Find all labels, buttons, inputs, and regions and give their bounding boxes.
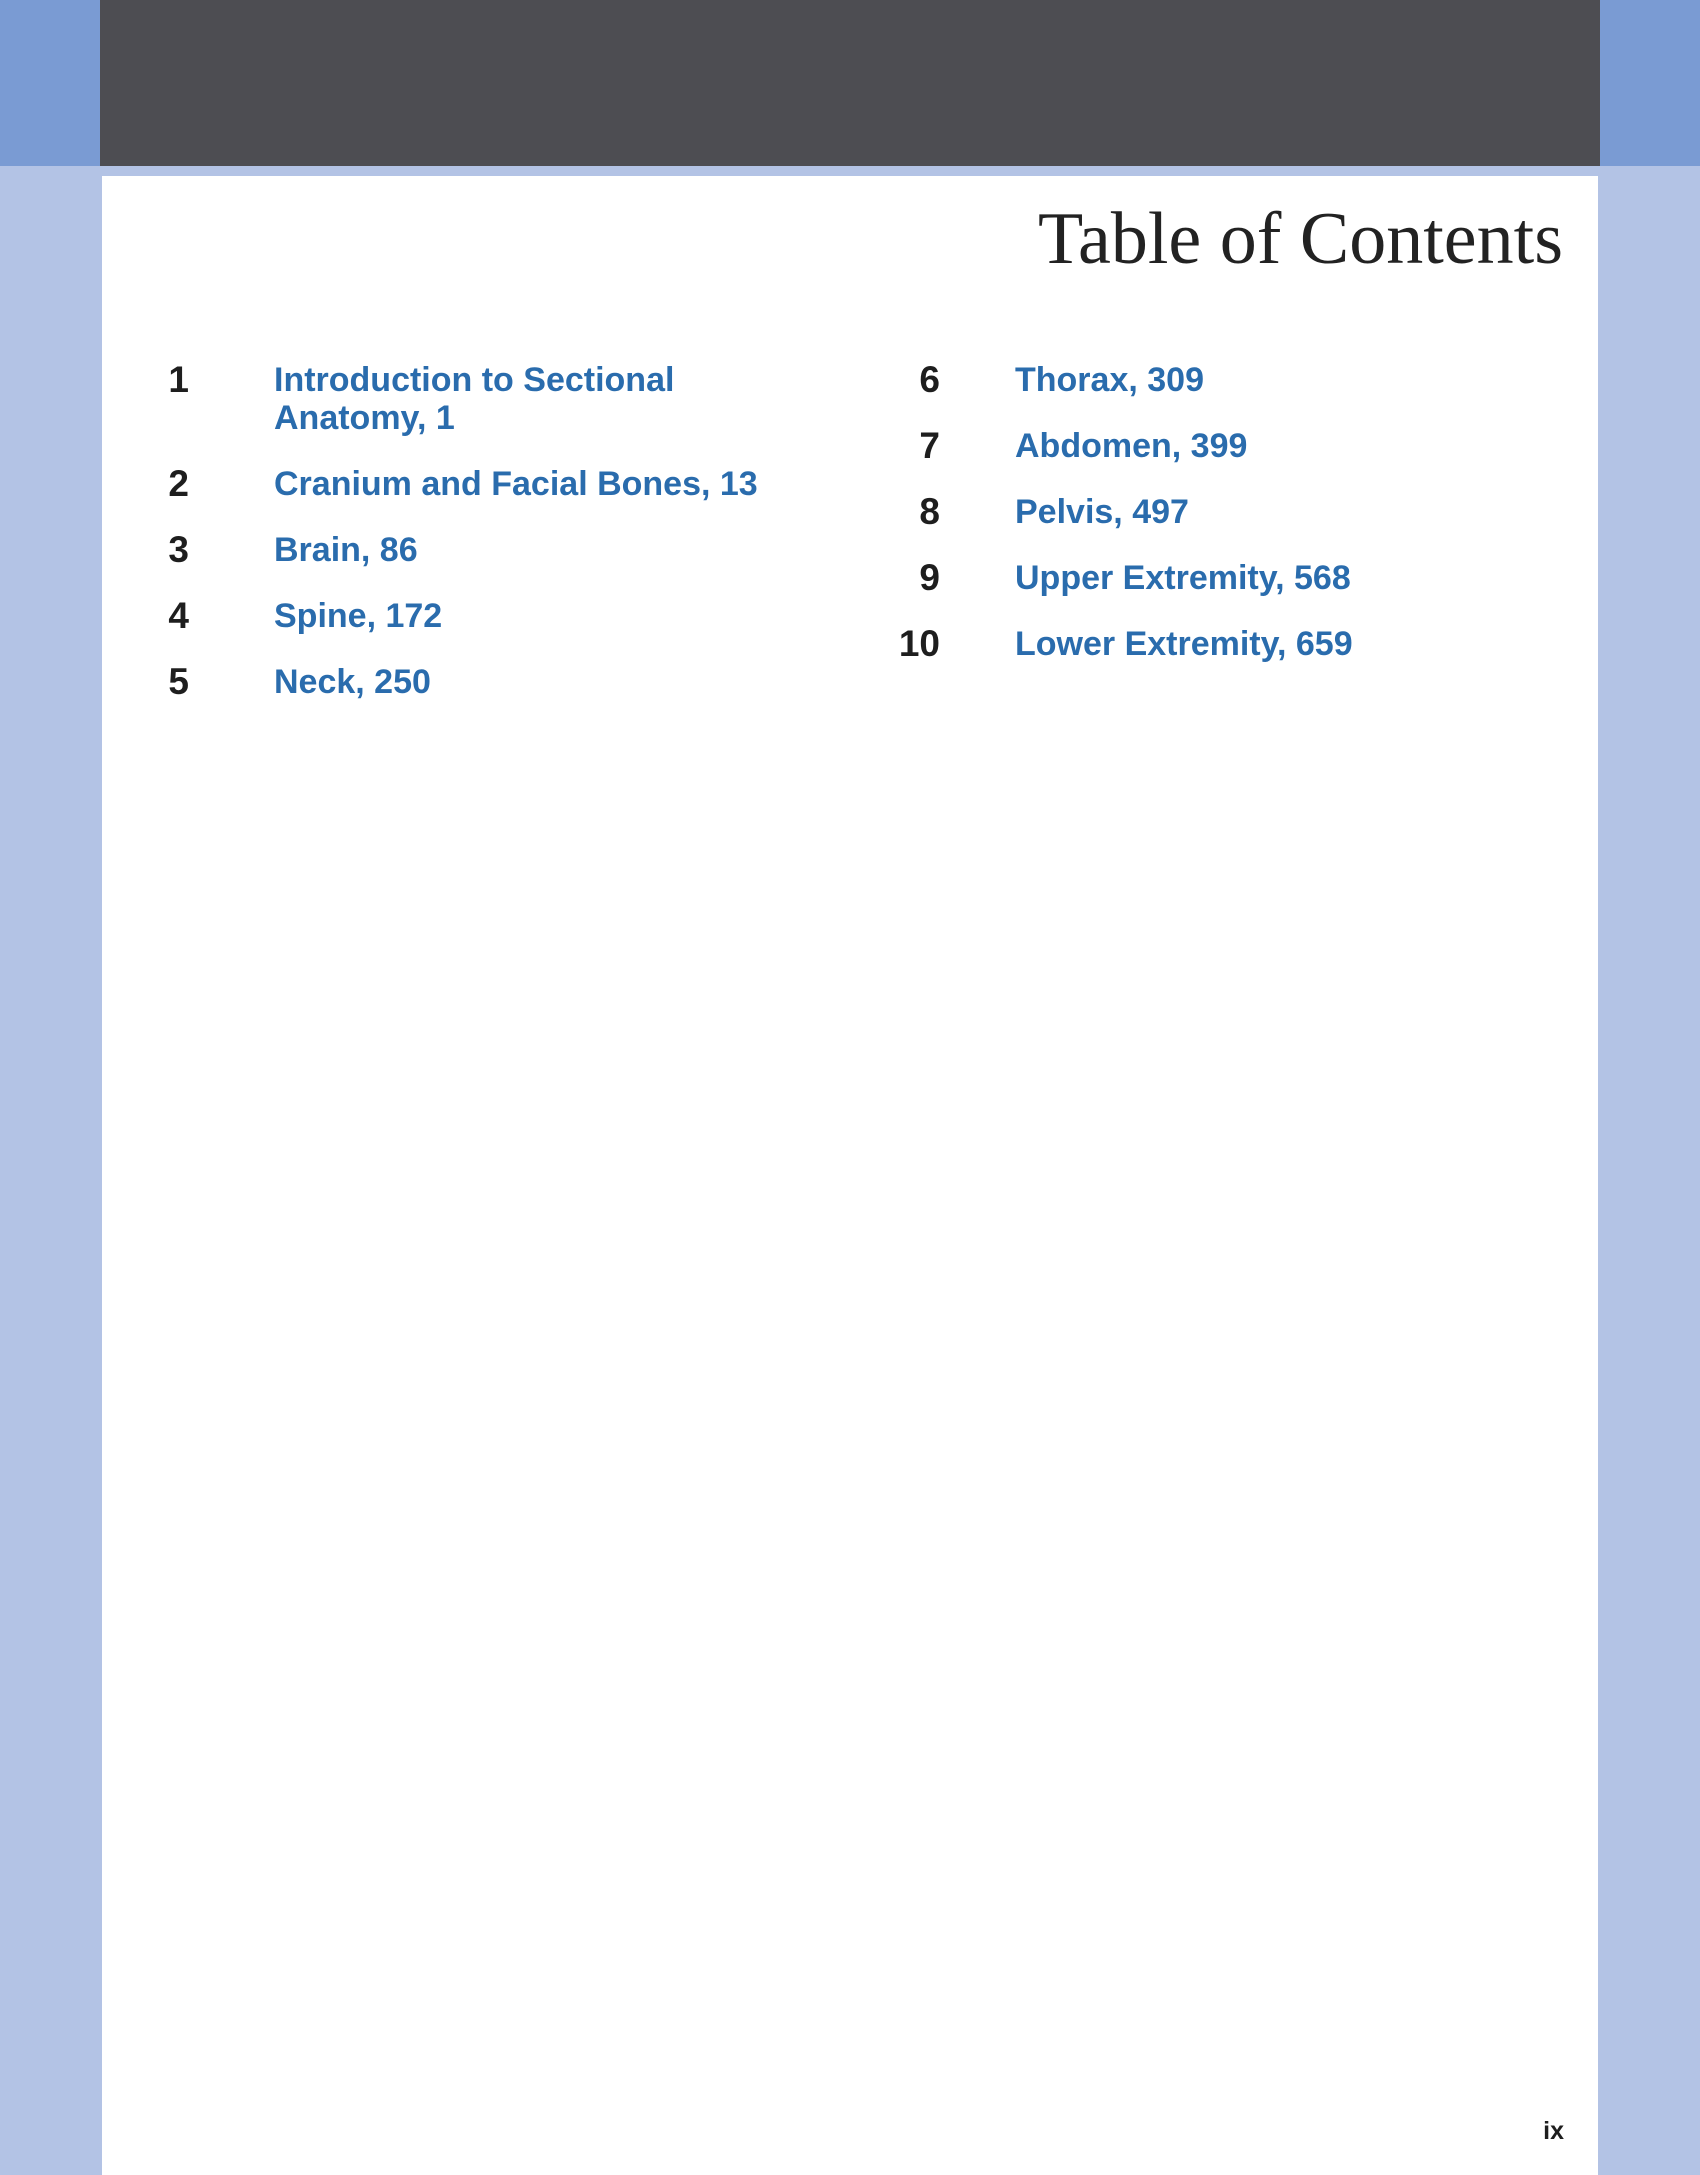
chapter-number: 5 <box>168 661 189 702</box>
chapter-link-thorax[interactable]: Thorax, 309 <box>1015 361 1204 399</box>
page-title: Table of Contents <box>1037 198 1563 280</box>
toc-item <box>892 427 1592 465</box>
chapter-link-cranium[interactable]: Cranium and Facial Bones, 13 <box>274 465 758 503</box>
chapter-link-introduction[interactable]: Introduction to Sectional Anatomy, 1 <box>274 361 675 437</box>
chapter-link-lower-extremity[interactable]: Lower Extremity, 659 <box>1015 625 1353 663</box>
chapter-number: 8 <box>919 491 940 532</box>
chapter-number: 7 <box>919 425 940 466</box>
chapter-number: 3 <box>168 529 189 570</box>
toc-item <box>142 597 842 635</box>
chapter-number: 1 <box>168 359 189 400</box>
toc-item <box>892 493 1592 531</box>
chapter-number: 10 <box>898 623 940 664</box>
chapter-link-pelvis[interactable]: Pelvis, 497 <box>1015 493 1189 531</box>
toc-column-left <box>142 361 842 729</box>
chapter-number: 2 <box>168 463 189 504</box>
toc-item <box>892 625 1592 663</box>
toc-column-right <box>892 361 1592 691</box>
chapter-link-upper-extremity[interactable]: Upper Extremity, 568 <box>1015 559 1351 597</box>
chapter-number: 6 <box>919 359 940 400</box>
toc-item <box>142 465 842 503</box>
chapter-number: 9 <box>919 557 940 598</box>
toc-item <box>892 559 1592 597</box>
toc-item <box>142 663 842 701</box>
page-sheet <box>102 176 1598 2175</box>
chapter-link-brain[interactable]: Brain, 86 <box>274 531 418 569</box>
toc-item <box>142 361 842 437</box>
chapter-link-spine[interactable]: Spine, 172 <box>274 597 443 635</box>
header-dark-panel <box>100 0 1600 166</box>
page-number: ix <box>1543 2117 1564 2145</box>
toc-item <box>142 531 842 569</box>
toc-item <box>892 361 1592 399</box>
chapter-link-neck[interactable]: Neck, 250 <box>274 663 431 701</box>
chapter-link-abdomen[interactable]: Abdomen, 399 <box>1015 427 1248 465</box>
chapter-number: 4 <box>168 595 189 636</box>
